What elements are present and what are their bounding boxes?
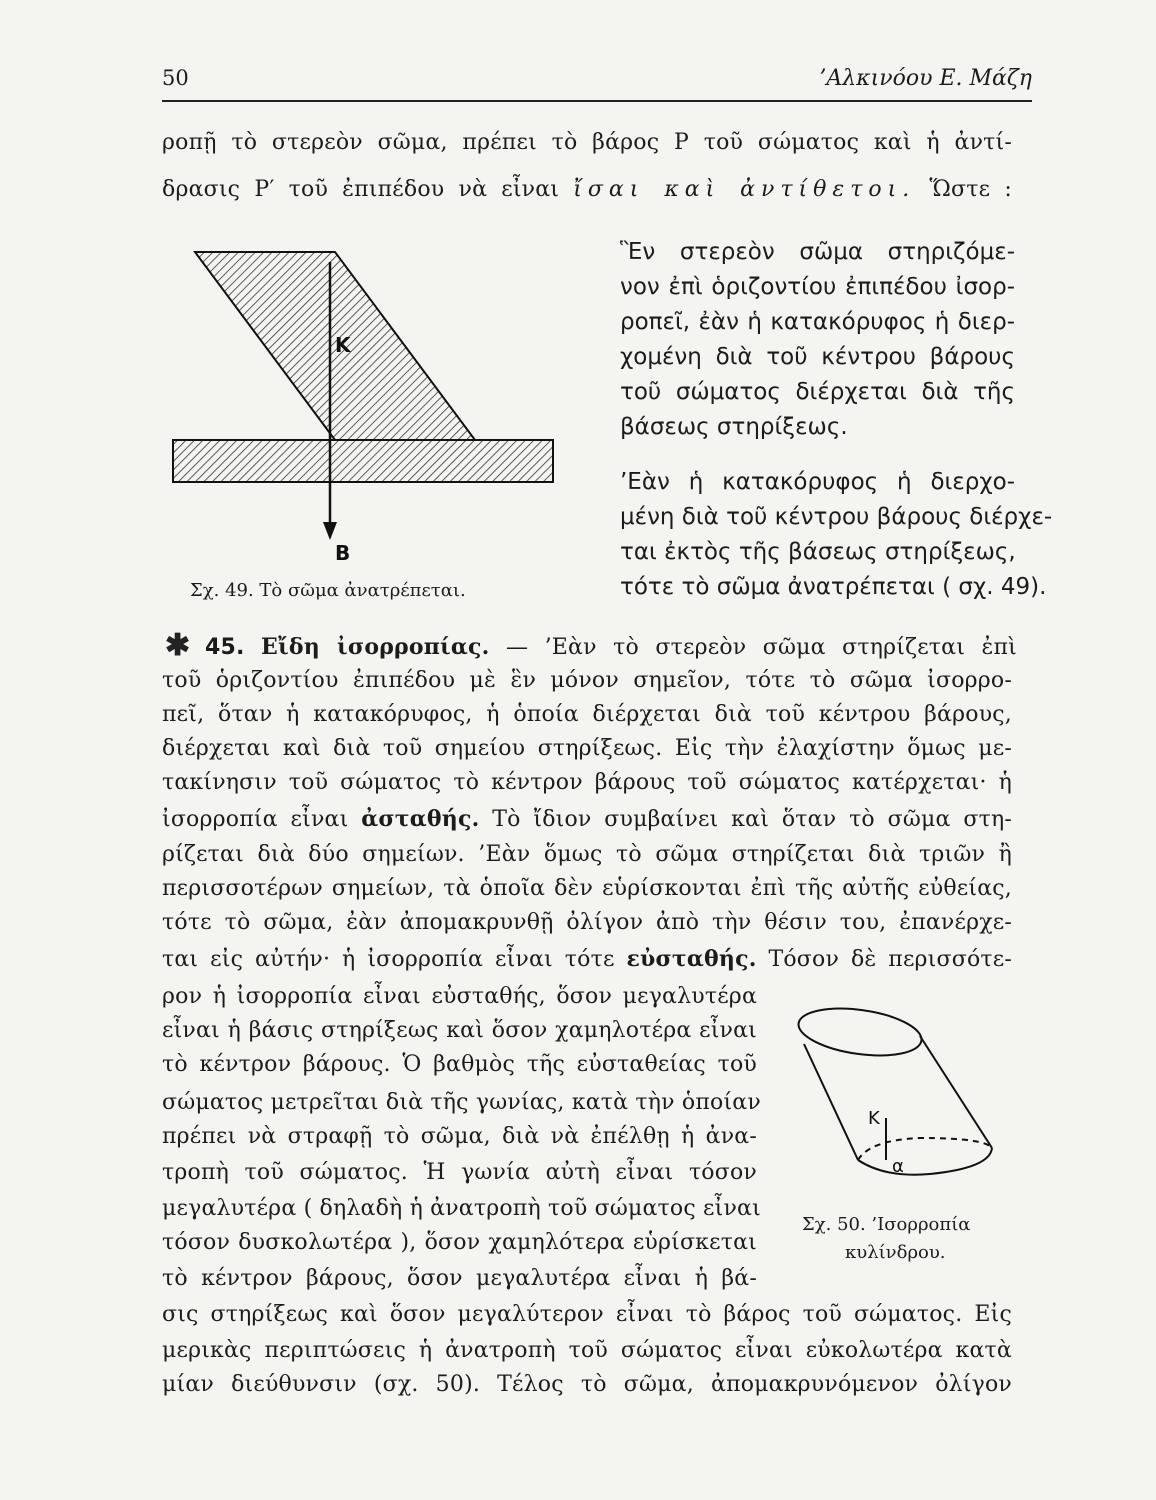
section-line-c2: μερικὰς περιπτώσεις ἡ ἀνατροπὴ τοῦ σώματος εἶναι εὐκολωτέρα κατὰ [162, 1338, 1012, 1363]
section-line-a1: τοῦ ὁριζοντίου ἐπιπέδου μὲ ἓν μόνον σημεῖον, τότε τὸ σῶμα ἰσορρο- [162, 668, 1012, 693]
section-short-6: τροπὴ τοῦ σώματος. Ἡ γωνία αὐτὴ εἶναι τόσον [162, 1160, 757, 1185]
label-k-cylinder: K [868, 1108, 880, 1129]
rule1-line-6: βάσεως στηρίξεως. [620, 414, 848, 440]
section-line-b2: περισσοτέρων σημείων, τὰ ὁποῖα δὲν εὑρίσκονται ἐπὶ τῆς αὐτῆς εὐθείας, [162, 876, 1012, 901]
unstable-post: Τὸ ἴδιον συμβαίνει καὶ ὅταν τὸ σῶμα στη- [492, 807, 1012, 832]
unstable-pre: ἰσορροπία εἶναι [162, 807, 349, 832]
intro-line-2 [162, 175, 1012, 205]
figure-49 [165, 240, 565, 580]
section-number: 45. [205, 635, 245, 660]
section-line-c1: σις στηρίξεως καὶ ὅσον μεγαλύτερον εἶναι τὸ βάρος τοῦ σώματος. Εἰς [162, 1302, 1012, 1327]
section-heading-line [205, 632, 1017, 663]
stable-pre: ται εἰς αὐτήν· ἡ ἰσορροπία εἶναι τότε [162, 947, 615, 972]
section-line-unstable [162, 804, 1012, 835]
section-short-2: εἶναι ἡ βάσις στηρίξεως καὶ ὅσον χαμηλοτέρα εἶναι [162, 1018, 757, 1043]
label-b: B [335, 541, 351, 565]
figure-50-caption-line-1: Σχ. 50. ’Ισορροπία [802, 1214, 971, 1235]
rule1-line-2: νον ἐπὶ ὁριζοντίου ἐπιπέδου ἰσορ- [620, 274, 1015, 300]
rule2-line-3: ται ἐκτὸς τῆς βάσεως στηρίξεως, [620, 539, 1016, 565]
weight-arrow-head [323, 522, 337, 540]
section-line-b1: ρίζεται διὰ δύο σημείων. ’Εὰν ὅμως τὸ σῶμα στηρίζεται διὰ τριῶν ἢ [162, 842, 1012, 867]
stable-post: Τόσον δὲ περισσότε- [768, 947, 1012, 972]
section-line-b3: τότε τὸ σῶμα, ἐὰν ἀπομακρυνθῇ ὀλίγον ἀπὸ τὴν θέσιν του, ἐπανέρχε- [162, 910, 1012, 935]
rule1-line-4: χομένη διὰ τοῦ κέντρου βάρους [620, 344, 1015, 370]
section-short-3: τὸ κέντρον βάρους. Ὁ βαθμὸς τῆς εὐσταθείας τοῦ [162, 1052, 757, 1077]
support-plane [173, 440, 553, 482]
section-title: Εἴδη ἰσορροπίας. [261, 634, 490, 660]
section-line-a2: πεῖ, ὅταν ἡ κατακόρυφος, ἡ ὁποία διέρχεται διὰ τοῦ κέντρου βάρους, [162, 702, 1012, 727]
rule1-line-3: ροπεῖ, ἐὰν ἡ κατακόρυφος ἡ διερ- [620, 309, 1015, 335]
section-line-c3: μίαν διεύθυνσιν (σχ. 50). Τέλος τὸ σῶμα, ἀπομακρυνόμενον ὀλίγον [162, 1372, 1012, 1397]
label-k: K [335, 333, 351, 357]
rule1-line-1: Ἓν στερεὸν σῶμα στηριζόμε- [620, 239, 1015, 265]
rule2-line-2: μένη διὰ τοῦ κέντρου βάρους διέρχε- [620, 504, 1053, 530]
figure-50 [790, 1000, 1020, 1190]
section-short-5: πρέπει νὰ στραφῇ τὸ σῶμα, διὰ νὰ ἐπέλθῃ ἡ ἀνα- [162, 1124, 757, 1149]
section-short-7: μεγαλυτέρα ( δηλαδὴ ἡ ἀνατροπὴ τοῦ σώματος εἶναι [162, 1196, 761, 1221]
section-short-9: τὸ κέντρον βάρους, ὅσον μεγαλυτέρα εἶναι ἡ βά- [162, 1266, 757, 1291]
section-short-8: τόσον δυσκολωτέρα ), ὅσον χαμηλότερα εὑρίσκεται [162, 1230, 757, 1255]
label-alpha: α [892, 1156, 904, 1177]
section-line-stable [162, 944, 1012, 975]
figure-50-caption-line-2: κυλίνδρου. [845, 1242, 946, 1263]
page-header [162, 60, 1032, 102]
section-line-a4: τακίνησιν τοῦ σώματος τὸ κέντρον βάρους τοῦ σώματος κατέρχεται· ἡ [162, 770, 1012, 795]
intro-line-1: ροπῇ τὸ στερεὸν σῶμα, πρέπει τὸ βάρος Ρ τοῦ σώματος καὶ ἡ ἀντί- [162, 130, 1012, 155]
section-line-1-rest: — ’Εὰν τὸ στερεὸν σῶμα στηρίζεται ἐπὶ [505, 635, 1018, 660]
rule2-line-4: τότε τὸ σῶμα ἀνατρέπεται ( σχ. 49). [620, 574, 1047, 600]
tilted-cylinder [796, 1002, 992, 1175]
unstable-term: ἀσταθής. [361, 806, 480, 832]
intro-line-2-c: Ὥστε : [929, 177, 1012, 202]
running-head: ’Αλκινόου Ε. Μάζη [819, 66, 1032, 91]
section-short-1: ρον ἡ ἰσορροπία εἶναι εὐσταθής, ὅσον μεγαλυτέρα [162, 984, 757, 1009]
intro-emphasis: ἴσαι καὶ ἀντίθετοι. [573, 177, 916, 202]
section-short-4: σώματος μετρεῖται διὰ τῆς γωνίας, κατὰ τὴν ὁποίαν [162, 1090, 761, 1115]
rule2-line-1: ’Εὰν ἡ κατακόρυφος ἡ διερχο- [620, 469, 1015, 495]
intro-line-2-a: δρασις Ρ′ τοῦ ἐπιπέδου νὰ εἶναι [162, 177, 560, 202]
figure-49-caption: Σχ. 49. Τὸ σῶμα ἀνατρέπεται. [190, 580, 466, 601]
handwritten-star-mark: ✱ [165, 628, 191, 663]
rule1-line-5: τοῦ σώματος διέρχεται διὰ τῆς [620, 379, 1015, 405]
section-line-a3: διέρχεται καὶ διὰ τοῦ σημείου στηρίξεως. Εἰς τὴν ἐλαχίστην ὅμως με- [162, 736, 1012, 761]
page-number: 50 [162, 66, 189, 90]
stable-term: εὐσταθής. [626, 946, 757, 972]
